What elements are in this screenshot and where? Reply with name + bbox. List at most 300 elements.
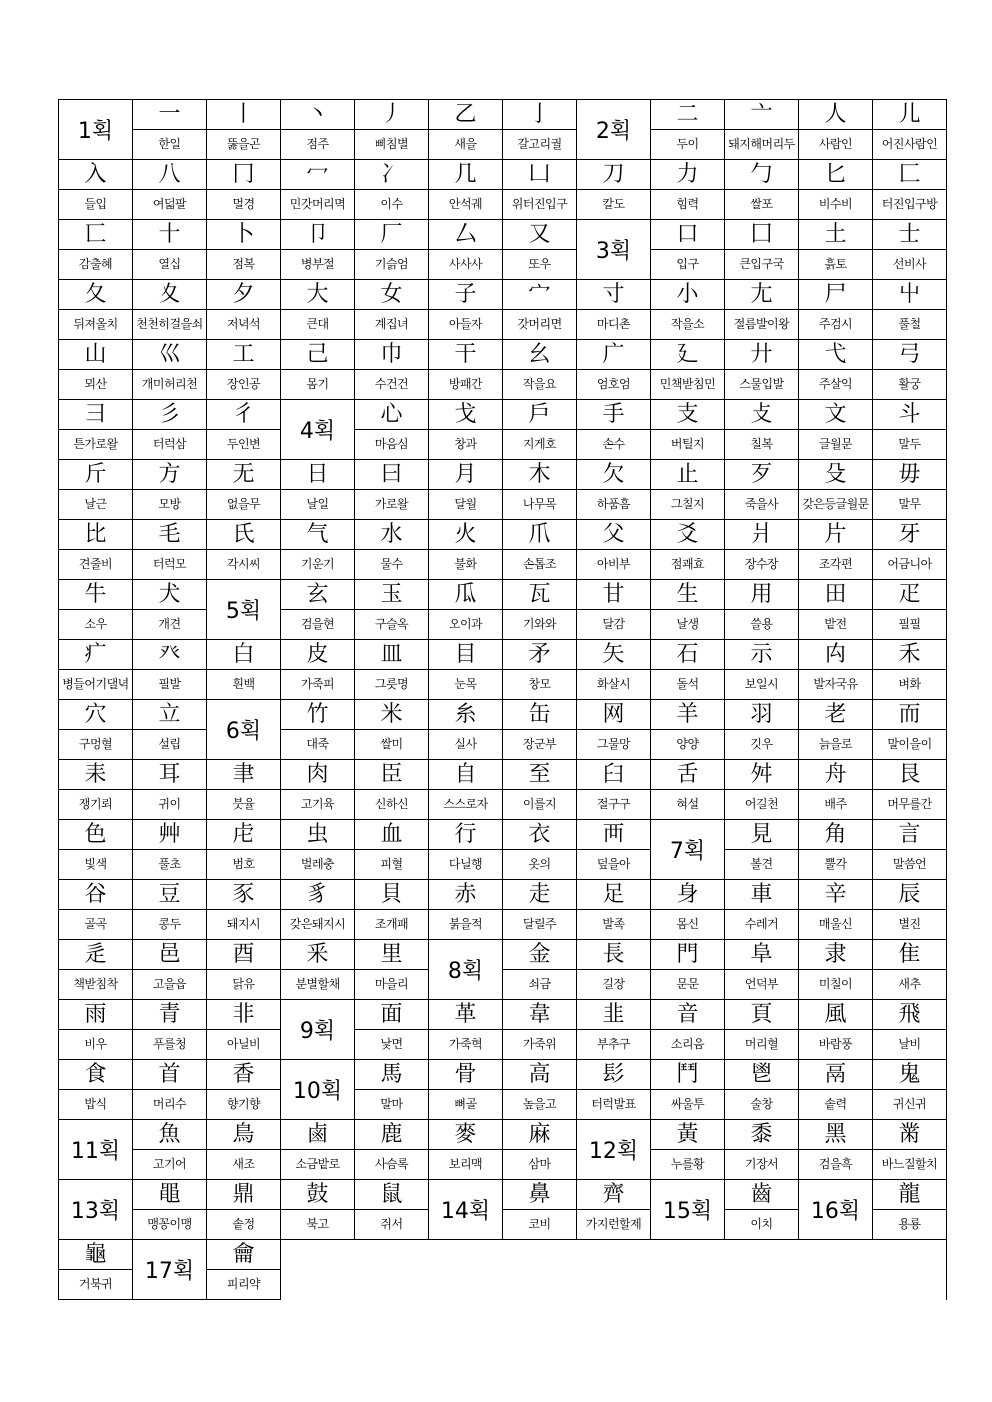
radical-glyph: 冫 <box>355 160 429 190</box>
radical-glyph: 黑 <box>799 1120 873 1150</box>
radical-glyph: 八 <box>133 160 207 190</box>
radical-glyph: 骨 <box>429 1060 503 1090</box>
stroke-count-label: 1획 <box>59 100 133 160</box>
radical-name: 기장서 <box>725 1150 799 1180</box>
radical-name: 스스로자 <box>429 790 503 820</box>
radical-name: 누를황 <box>651 1150 725 1180</box>
radical-name: 눈목 <box>429 670 503 700</box>
radical-glyph: 酉 <box>207 940 281 970</box>
table-row <box>59 160 947 190</box>
radical-name: 아비부 <box>577 550 651 580</box>
radical-glyph: 首 <box>133 1060 207 1090</box>
radical-glyph: 鬯 <box>725 1060 799 1090</box>
radical-name: 그물망 <box>577 730 651 760</box>
radical-glyph: 夕 <box>207 280 281 310</box>
radical-name: 소리음 <box>651 1030 725 1060</box>
radical-name: 바람풍 <box>799 1030 873 1060</box>
radical-glyph: 耒 <box>59 760 133 790</box>
table-row <box>59 1000 947 1030</box>
radical-name: 실사 <box>429 730 503 760</box>
radical-name: 어진사람인 <box>873 130 947 160</box>
radical-name: 이수 <box>355 190 429 220</box>
radical-name: 흰백 <box>207 670 281 700</box>
radical-glyph: 黹 <box>873 1120 947 1150</box>
radical-name: 한일 <box>133 130 207 160</box>
radical-glyph: 齊 <box>577 1180 651 1210</box>
radical-name: 손수 <box>577 430 651 460</box>
radical-glyph: 里 <box>355 940 429 970</box>
radical-glyph: 舟 <box>799 760 873 790</box>
radical-name: 고기어 <box>133 1150 207 1180</box>
radical-glyph: 气 <box>281 520 355 550</box>
radical-glyph: 疒 <box>59 640 133 670</box>
radical-glyph: 角 <box>799 820 873 850</box>
radical-name: 아닐비 <box>207 1030 281 1060</box>
radical-name: 뫼산 <box>59 370 133 400</box>
radical-name: 절구구 <box>577 790 651 820</box>
radical-glyph: 亅 <box>503 100 577 130</box>
radical-name: 닭유 <box>207 970 281 1000</box>
radical-name: 비우 <box>59 1030 133 1060</box>
radical-name: 터럭삼 <box>133 430 207 460</box>
radical-name: 절름발이왕 <box>725 310 799 340</box>
radical-name: 양양 <box>651 730 725 760</box>
radical-name: 수레거 <box>725 910 799 940</box>
radical-glyph: 釆 <box>281 940 355 970</box>
radical-glyph: 己 <box>281 340 355 370</box>
table-row <box>59 880 947 910</box>
radical-glyph: 牛 <box>59 580 133 610</box>
radical-name: 갈고리궐 <box>503 130 577 160</box>
stroke-count-label: 8획 <box>429 940 503 1000</box>
radical-glyph: 弓 <box>873 340 947 370</box>
radical-glyph: 魚 <box>133 1120 207 1150</box>
radical-glyph: 言 <box>873 820 947 850</box>
table-row <box>59 1120 947 1150</box>
radical-name: 작을요 <box>503 370 577 400</box>
radical-name: 솥력 <box>799 1090 873 1120</box>
stroke-count-label: 16획 <box>799 1180 873 1240</box>
radical-name: 쟁기뢰 <box>59 790 133 820</box>
radical-name: 가지런할제 <box>577 1210 651 1240</box>
radical-glyph: 鹿 <box>355 1120 429 1150</box>
radical-name: 장수장 <box>725 550 799 580</box>
radical-name: 삐침별 <box>355 130 429 160</box>
radical-name: 그릇명 <box>355 670 429 700</box>
radical-glyph: 大 <box>281 280 355 310</box>
radical-name: 흙토 <box>799 250 873 280</box>
radical-name: 혀설 <box>651 790 725 820</box>
radical-name: 창모 <box>503 670 577 700</box>
radical-name: 여덟팔 <box>133 190 207 220</box>
radical-glyph: 牙 <box>873 520 947 550</box>
radical-name: 손톱조 <box>503 550 577 580</box>
table-row <box>59 250 947 280</box>
radical-name: 고기육 <box>281 790 355 820</box>
radical-glyph: 韋 <box>503 1000 577 1030</box>
radical-glyph: 羽 <box>725 700 799 730</box>
radical-glyph: 勹 <box>725 160 799 190</box>
radical-glyph: 非 <box>207 1000 281 1030</box>
radical-glyph: 爻 <box>651 520 725 550</box>
radical-name: 발자국유 <box>799 670 873 700</box>
table-row <box>59 400 947 430</box>
radical-glyph: 目 <box>429 640 503 670</box>
radical-glyph: 匸 <box>59 220 133 250</box>
radical-name: 새추 <box>873 970 947 1000</box>
radical-name: 구슬옥 <box>355 610 429 640</box>
radical-glyph: 身 <box>651 880 725 910</box>
radical-name: 민갓머리멱 <box>281 190 355 220</box>
radical-glyph: 片 <box>799 520 873 550</box>
radical-name: 큰대 <box>281 310 355 340</box>
radical-glyph: 豸 <box>281 880 355 910</box>
radical-glyph: 艸 <box>133 820 207 850</box>
radical-name: 몸기 <box>281 370 355 400</box>
radical-name: 쥐서 <box>355 1210 429 1240</box>
radical-name: 큰입구국 <box>725 250 799 280</box>
radical-glyph: 白 <box>207 640 281 670</box>
stroke-count-label: 15획 <box>651 1180 725 1240</box>
radical-name: 덮을아 <box>577 850 651 880</box>
radical-name: 새조 <box>207 1150 281 1180</box>
radical-glyph: 金 <box>503 940 577 970</box>
radical-name: 가죽피 <box>281 670 355 700</box>
radical-glyph: 儿 <box>873 100 947 130</box>
radical-name: 밥식 <box>59 1090 133 1120</box>
radical-glyph: 香 <box>207 1060 281 1090</box>
radical-glyph: 麻 <box>503 1120 577 1150</box>
radical-name: 귀신귀 <box>873 1090 947 1120</box>
radical-name: 몸신 <box>651 910 725 940</box>
radical-name: 술창 <box>725 1090 799 1120</box>
radical-glyph: 雨 <box>59 1000 133 1030</box>
radical-name: 기와와 <box>503 610 577 640</box>
table-row <box>59 460 947 490</box>
radical-name: 튼가로왈 <box>59 430 133 460</box>
radical-glyph: 皿 <box>355 640 429 670</box>
radical-glyph: 辰 <box>873 880 947 910</box>
radical-glyph: 巾 <box>355 340 429 370</box>
radical-glyph: 日 <box>281 460 355 490</box>
radical-name: 지게호 <box>503 430 577 460</box>
radical-glyph: 冖 <box>281 160 355 190</box>
radical-glyph: 谷 <box>59 880 133 910</box>
radical-name: 엄호엄 <box>577 370 651 400</box>
radical-name: 갖은돼지시 <box>281 910 355 940</box>
radical-glyph: 殳 <box>799 460 873 490</box>
radical-name: 책받침착 <box>59 970 133 1000</box>
stroke-count-label: 4획 <box>281 400 355 460</box>
radical-glyph: 丶 <box>281 100 355 130</box>
radical-glyph: 舛 <box>725 760 799 790</box>
radical-glyph: 屮 <box>873 280 947 310</box>
radical-glyph: 文 <box>799 400 873 430</box>
radical-glyph: 人 <box>799 100 873 130</box>
radical-glyph: 玉 <box>355 580 429 610</box>
radical-name: 없을무 <box>207 490 281 520</box>
radical-glyph: 缶 <box>503 700 577 730</box>
radical-glyph: 干 <box>429 340 503 370</box>
radical-name: 날비 <box>873 1030 947 1060</box>
stroke-count-label: 14획 <box>429 1180 503 1240</box>
radical-glyph: 麥 <box>429 1120 503 1150</box>
radical-name: 배주 <box>799 790 873 820</box>
table-row <box>59 430 947 460</box>
radical-glyph: 龜 <box>59 1240 133 1270</box>
radical-glyph: 音 <box>651 1000 725 1030</box>
radical-glyph: 生 <box>651 580 725 610</box>
radical-glyph: 曰 <box>355 460 429 490</box>
radical-glyph: 宀 <box>503 280 577 310</box>
stroke-count-label: 11획 <box>59 1120 133 1180</box>
radical-glyph: 工 <box>207 340 281 370</box>
radical-glyph: 血 <box>355 820 429 850</box>
radical-glyph: 貝 <box>355 880 429 910</box>
radical-glyph: 飛 <box>873 1000 947 1030</box>
radical-glyph: 矢 <box>577 640 651 670</box>
radical-name: 늙을로 <box>799 730 873 760</box>
radical-glyph: 父 <box>577 520 651 550</box>
radical-glyph: 革 <box>429 1000 503 1030</box>
radical-name: 사사사 <box>429 250 503 280</box>
radical-name: 고을읍 <box>133 970 207 1000</box>
radical-glyph: 毛 <box>133 520 207 550</box>
radical-name: 언덕부 <box>725 970 799 1000</box>
radical-name: 피리약 <box>207 1270 281 1300</box>
radical-glyph: 巛 <box>133 340 207 370</box>
radical-name: 구멍혈 <box>59 730 133 760</box>
radical-glyph: 臼 <box>577 760 651 790</box>
radical-name: 뼈골 <box>429 1090 503 1120</box>
radical-glyph: 老 <box>799 700 873 730</box>
radical-glyph: 戶 <box>503 400 577 430</box>
radical-name: 견줄비 <box>59 550 133 580</box>
radical-glyph: 韭 <box>577 1000 651 1030</box>
radical-glyph: 隹 <box>873 940 947 970</box>
radical-name: 대죽 <box>281 730 355 760</box>
radical-glyph: 弋 <box>799 340 873 370</box>
radical-glyph: 彡 <box>133 400 207 430</box>
radical-name: 머리수 <box>133 1090 207 1120</box>
table-row <box>59 790 947 820</box>
radical-glyph: 長 <box>577 940 651 970</box>
radical-name: 솥정 <box>207 1210 281 1240</box>
radical-name: 두이 <box>651 130 725 160</box>
radical-name: 버틸지 <box>651 430 725 460</box>
table-row <box>59 1090 947 1120</box>
radical-glyph: 无 <box>207 460 281 490</box>
radical-glyph: 鬥 <box>651 1060 725 1090</box>
radical-name: 갓머리면 <box>503 310 577 340</box>
radical-name: 점복 <box>207 250 281 280</box>
radical-name: 나무목 <box>503 490 577 520</box>
radical-glyph: 木 <box>503 460 577 490</box>
radical-glyph: 乙 <box>429 100 503 130</box>
radical-glyph: 彐 <box>59 400 133 430</box>
radical-glyph: 而 <box>873 700 947 730</box>
radical-glyph: 風 <box>799 1000 873 1030</box>
radical-glyph: 黃 <box>651 1120 725 1150</box>
radical-name: 조개패 <box>355 910 429 940</box>
radical-table-body <box>59 100 947 1300</box>
radical-name: 활궁 <box>873 370 947 400</box>
stroke-count-label: 7획 <box>651 820 725 880</box>
radical-name: 각시씨 <box>207 550 281 580</box>
radical-glyph: 衣 <box>503 820 577 850</box>
radical-name: 입구 <box>651 250 725 280</box>
radical-name: 깃우 <box>725 730 799 760</box>
radical-name: 이를지 <box>503 790 577 820</box>
table-row <box>59 370 947 400</box>
table-row <box>59 190 947 220</box>
radical-name: 새을 <box>429 130 503 160</box>
radical-glyph: 鬲 <box>799 1060 873 1090</box>
radical-glyph: 月 <box>429 460 503 490</box>
radical-name: 맹꽁이맹 <box>133 1210 207 1240</box>
radical-glyph: 示 <box>725 640 799 670</box>
radical-name: 아들자 <box>429 310 503 340</box>
radical-name: 신하신 <box>355 790 429 820</box>
radical-name: 모방 <box>133 490 207 520</box>
radical-name: 달릴주 <box>503 910 577 940</box>
radical-name: 분별할채 <box>281 970 355 1000</box>
radical-glyph: 广 <box>577 340 651 370</box>
radical-name: 보일시 <box>725 670 799 700</box>
radical-name: 돼지해머리두 <box>725 130 799 160</box>
radical-name: 글월문 <box>799 430 873 460</box>
radical-name: 풀철 <box>873 310 947 340</box>
radical-name: 계집녀 <box>355 310 429 340</box>
table-row <box>59 670 947 700</box>
radical-name: 빛색 <box>59 850 133 880</box>
radical-name: 쌀미 <box>355 730 429 760</box>
radical-name: 물수 <box>355 550 429 580</box>
radical-name: 쇠금 <box>503 970 577 1000</box>
radical-name: 병부절 <box>281 250 355 280</box>
radical-name: 스물입발 <box>725 370 799 400</box>
radical-name: 가죽위 <box>503 1030 577 1060</box>
table-row <box>59 520 947 550</box>
radical-glyph: 辵 <box>59 940 133 970</box>
radical-name: 사슴록 <box>355 1150 429 1180</box>
radical-name: 감출혜 <box>59 250 133 280</box>
radical-glyph: 一 <box>133 100 207 130</box>
table-row <box>59 970 947 1000</box>
radical-name: 어길천 <box>725 790 799 820</box>
radical-name: 위터진입구 <box>503 190 577 220</box>
radical-glyph: 犬 <box>133 580 207 610</box>
radical-name: 붓율 <box>207 790 281 820</box>
radical-glyph: 足 <box>577 880 651 910</box>
radical-glyph: 厂 <box>355 220 429 250</box>
radical-glyph: 鼓 <box>281 1180 355 1210</box>
radical-name: 개미허리천 <box>133 370 207 400</box>
radical-name: 거북귀 <box>59 1270 133 1300</box>
radical-glyph: 欠 <box>577 460 651 490</box>
radical-glyph: 鼎 <box>207 1180 281 1210</box>
radical-glyph: 卩 <box>281 220 355 250</box>
radical-name: 말무 <box>873 490 947 520</box>
radical-glyph: 髟 <box>577 1060 651 1090</box>
radical-name: 선비사 <box>873 250 947 280</box>
table-row <box>59 760 947 790</box>
radical-glyph: 爪 <box>503 520 577 550</box>
radical-name: 가로왈 <box>355 490 429 520</box>
radical-name: 또우 <box>503 250 577 280</box>
radical-name: 민책받침민 <box>651 370 725 400</box>
radical-glyph: 彳 <box>207 400 281 430</box>
radical-name: 마음심 <box>355 430 429 460</box>
radical-name: 힘력 <box>651 190 725 220</box>
radical-name: 오이과 <box>429 610 503 640</box>
radical-name: 설립 <box>133 730 207 760</box>
radical-glyph: 网 <box>577 700 651 730</box>
radical-name: 소우 <box>59 610 133 640</box>
radical-name: 피혈 <box>355 850 429 880</box>
radical-name: 점괘효 <box>651 550 725 580</box>
radical-glyph: 聿 <box>207 760 281 790</box>
radical-glyph: 至 <box>503 760 577 790</box>
radical-name: 가죽혁 <box>429 1030 503 1060</box>
radical-glyph: 止 <box>651 460 725 490</box>
radical-glyph: 廴 <box>651 340 725 370</box>
radical-glyph: 耳 <box>133 760 207 790</box>
radical-glyph: 行 <box>429 820 503 850</box>
table-row <box>59 700 947 730</box>
radical-name: 말이을이 <box>873 730 947 760</box>
radical-glyph: 尸 <box>799 280 873 310</box>
radical-table <box>58 99 947 1300</box>
radical-glyph: 子 <box>429 280 503 310</box>
table-row <box>59 640 947 670</box>
radical-name: 안석궤 <box>429 190 503 220</box>
radical-glyph: 高 <box>503 1060 577 1090</box>
radical-name: 갖은등글월문 <box>799 490 873 520</box>
radical-glyph: 夂 <box>59 280 133 310</box>
stroke-count-label: 12획 <box>577 1120 651 1180</box>
radical-glyph: 幺 <box>503 340 577 370</box>
radical-glyph: 矛 <box>503 640 577 670</box>
radical-glyph: 手 <box>577 400 651 430</box>
radical-glyph: 虍 <box>207 820 281 850</box>
radical-glyph: 几 <box>429 160 503 190</box>
radical-glyph: 水 <box>355 520 429 550</box>
stroke-count-label: 2획 <box>577 100 651 160</box>
radical-name: 밭전 <box>799 610 873 640</box>
radical-glyph: 鼻 <box>503 1180 577 1210</box>
radical-glyph: 面 <box>355 1000 429 1030</box>
radical-glyph: 廾 <box>725 340 799 370</box>
radical-name: 들입 <box>59 190 133 220</box>
radical-glyph: 食 <box>59 1060 133 1090</box>
radical-glyph: 臣 <box>355 760 429 790</box>
radical-glyph: 米 <box>355 700 429 730</box>
radical-name: 싸울투 <box>651 1090 725 1120</box>
table-row <box>59 220 947 250</box>
radical-name: 터럭모 <box>133 550 207 580</box>
radical-glyph: 羊 <box>651 700 725 730</box>
stroke-count-label: 3획 <box>577 220 651 280</box>
radical-glyph: 口 <box>651 220 725 250</box>
radical-name: 다닐행 <box>429 850 503 880</box>
radical-glyph: 尢 <box>725 280 799 310</box>
radical-name: 바느질할치 <box>873 1150 947 1180</box>
radical-glyph: 穴 <box>59 700 133 730</box>
radical-name: 말마 <box>355 1090 429 1120</box>
radical-glyph: 皮 <box>281 640 355 670</box>
radical-glyph: 火 <box>429 520 503 550</box>
